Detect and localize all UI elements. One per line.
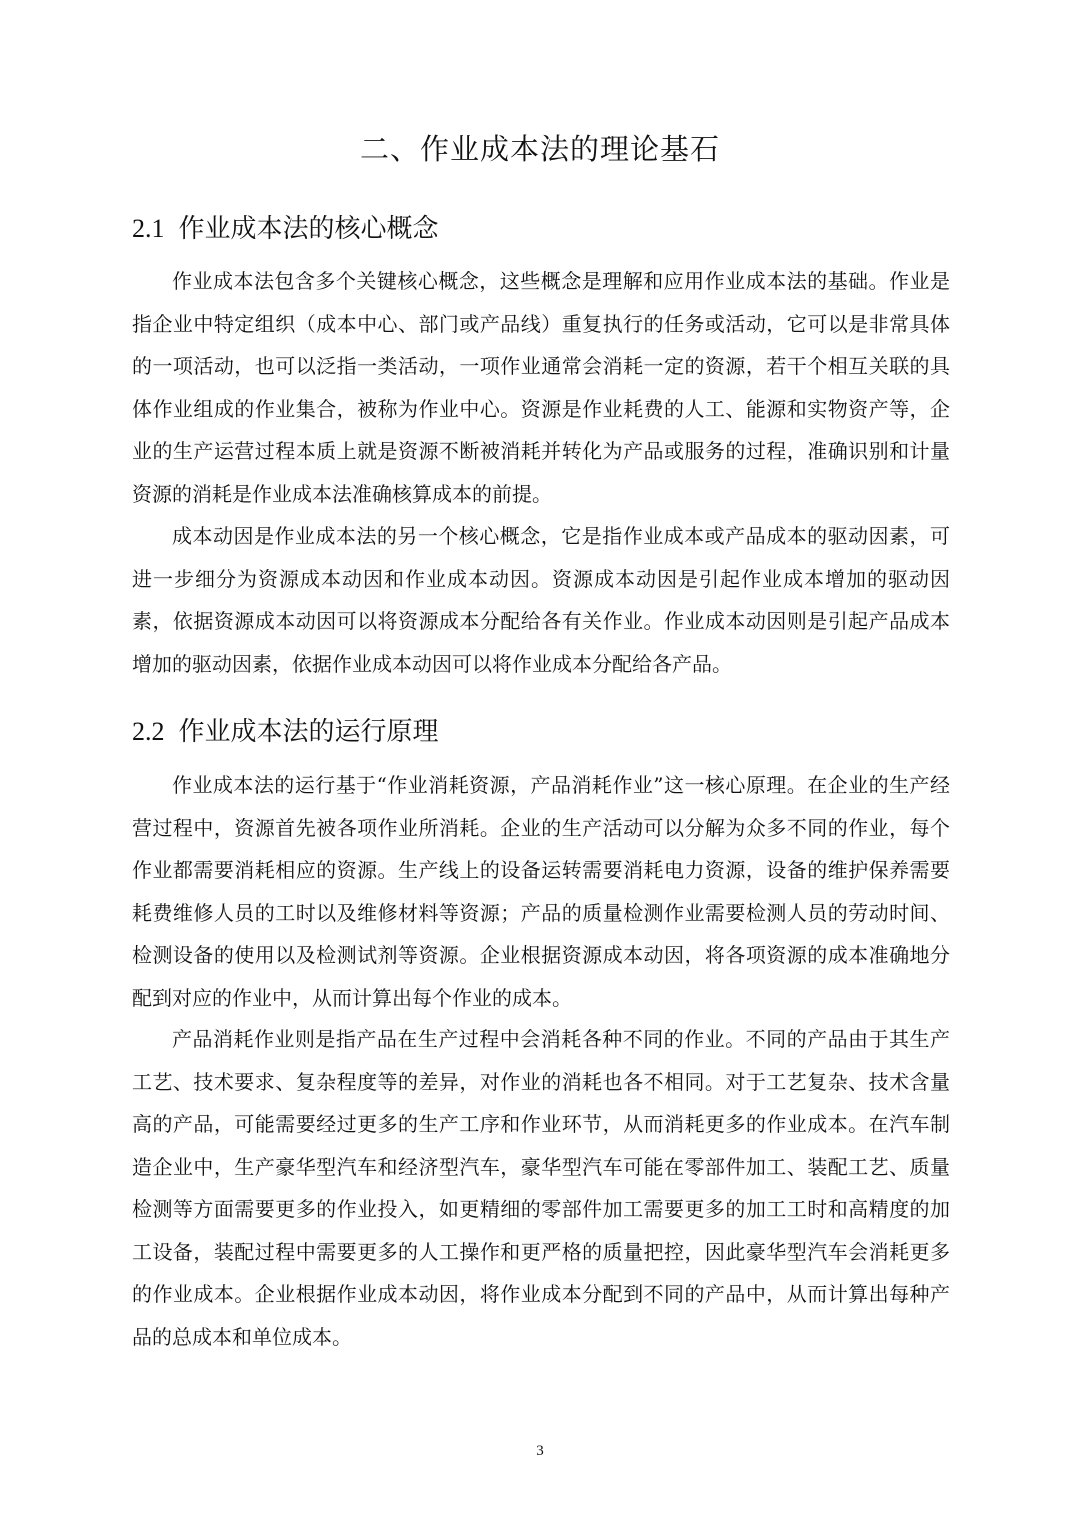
chapter-title: 二、作业成本法的理论基石: [359, 132, 720, 166]
section-title-text: 作业成本法的运行原理: [178, 717, 439, 747]
paragraph: 成本动因是作业成本法的另一个核心概念，它是指作业成本或产品成本的驱动因素，可进一步细分为资源成本动因和作业成本动因。资源成本动因是引起作业成本增加的驱动因素，依据资源成本动因可以将资源成本分配给各有关作业。作业成本动因则是引起产品成本增加的驱动因素，依据作业成本动因可以将作业成本分配给各产品。: [132, 524, 950, 676]
section-heading-2-2: [132, 712, 439, 752]
paragraph: 产品消耗作业则是指产品在生产过程中会消耗各种不同的作业。不同的产品由于其生产工艺、技术要求、复杂程度等的差异，对作业的消耗也各不相同。对于工艺复杂、技术含量高的产品，可能需要经过更多的生产工序和作业环节，从而消耗更多的作业成本。在汽车制造企业中，生产豪华型汽车和经济型汽车，豪华型汽车可能在零部件加工、装配工艺、质量检测等方面需要更多的作业投入，如更精细的零部件加工需要更多的加工工时和高精度的加工设备，装配过程中需要更多的人工操作和更严格的质量把控，因此豪华型汽车会消耗更多的作业成本。企业根据作业成本动因，将作业成本分配到不同的产品中，从而计算出每种产品的总成本和单位成本。: [132, 1027, 950, 1349]
section-title-text: 作业成本法的核心概念: [178, 214, 439, 244]
section-number: 2.1: [132, 214, 165, 243]
section-heading-2-1: [132, 209, 439, 249]
paragraph: 作业成本法的运行基于“作业消耗资源，产品消耗作业”这一核心原理。在企业的生产经营过程中，资源首先被各项作业所消耗。企业的生产活动可以分解为众多不同的作业，每个作业都需要消耗相应的资源。生产线上的设备运转需要消耗电力资源，设备的维护保养需要耗费维修人员的工时以及维修材料等资源；产品的质量检测作业需要检测人员的劳动时间、检测设备的使用以及检测试剂等资源。企业根据资源成本动因，将各项资源的成本准确地分配到对应的作业中，从而计算出每个作业的成本。: [132, 773, 950, 1010]
section-number: 2.2: [132, 717, 165, 746]
page-number: 3: [536, 1443, 544, 1459]
paragraph: 作业成本法包含多个关键核心概念，这些概念是理解和应用作业成本法的基础。作业是指企业中特定组织（成本中心、部门或产品线）重复执行的任务或活动，它可以是非常具体的一项活动，也可以泛指一类活动，一项作业通常会消耗一定的资源，若干个相互关联的具体作业组成的作业集合，被称为作业中心。资源是作业耗费的人工、能源和实物资产等，企业的生产运营过程本质上就是资源不断被消耗并转化为产品或服务的过程，准确识别和计量资源的消耗是作业成本法准确核算成本的前提。: [132, 269, 950, 506]
